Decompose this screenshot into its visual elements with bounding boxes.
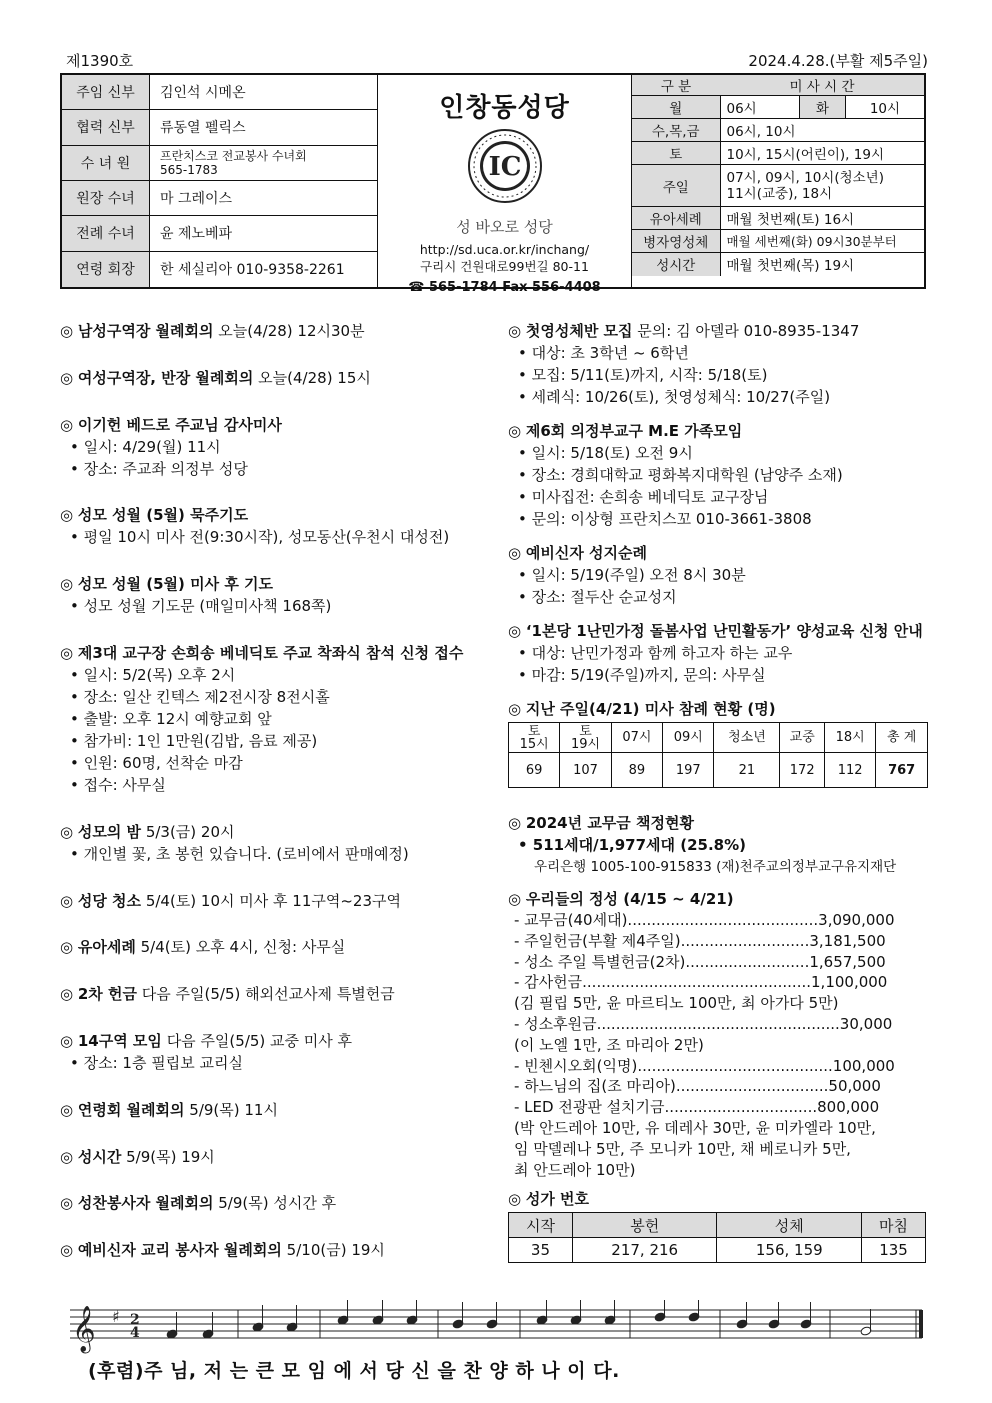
- parish-patron: 성 바오로 성당: [456, 218, 553, 236]
- notice-detail: • 미사집전: 손희송 베네딕토 교구장님: [518, 488, 769, 506]
- notice-detail: • 출발: 오후 12시 예향교회 앞: [70, 709, 272, 728]
- tithe-title-text: 2024년 교무금 책정현황: [525, 814, 694, 832]
- notice-item: [60, 1030, 490, 1074]
- notice-detail: • 접수: 사무실: [70, 775, 166, 794]
- notice-item: [508, 420, 932, 530]
- notice-title-detail: 다음 주일(5/5) 교중 미사 후: [161, 1031, 353, 1050]
- notice-item: [60, 642, 490, 796]
- staff-value: [150, 146, 377, 180]
- hymn-header: 봉헌: [572, 1213, 717, 1238]
- spacer: [508, 878, 932, 888]
- notice-detail: • 장소: 절두산 순교성지: [518, 588, 677, 606]
- hymns-section: [508, 1188, 932, 1263]
- notice-title-strong: 성시간: [77, 1147, 122, 1166]
- attendance-header: 토 15시: [509, 723, 560, 753]
- staff-label: 주임 신부: [62, 75, 150, 109]
- hymn-header: 마침: [862, 1213, 926, 1238]
- offering-line: - 성소후원금...................................................30,000: [514, 1014, 893, 1033]
- notice-detail: • 일시: 5/19(주일) 오전 8시 30분: [518, 566, 746, 584]
- notice-title: ◎ 제3대 교구장 손희송 베네딕토 주교 착좌식 참석 신청 접수: [60, 643, 464, 662]
- spacer: [508, 608, 932, 620]
- announcements-left: [60, 320, 490, 1286]
- staff-value-line: 565-1783: [160, 162, 218, 177]
- staff-label: 협력 신부: [62, 110, 150, 144]
- treble-clef-icon: 𝄞: [72, 1306, 96, 1352]
- parish-info: [378, 75, 631, 295]
- time-sig-top: 2: [130, 1312, 140, 1328]
- mass-day-label: 월: [632, 96, 720, 119]
- offering-line: - 성소 주일 특별헌금(2차)..........................1,657,500: [514, 952, 886, 971]
- notice-title-strong: 유아세례: [77, 938, 136, 957]
- notice-title: ◎ 성모 성월 (5월) 묵주기도: [60, 506, 249, 525]
- key-sharp-icon: ♯: [112, 1307, 120, 1326]
- offering-line: 임 막델레나 5만, 주 모니카 10만, 채 베로니카 5만,: [514, 1139, 851, 1158]
- offering-line: 최 안드레아 10만): [514, 1160, 636, 1179]
- notice-title-strong: 성모 성월 (5월) 묵주기도: [77, 506, 249, 525]
- notice-item: [60, 1146, 490, 1168]
- tithe-section: [508, 812, 932, 878]
- notice-title-strong: 14구역 모임: [77, 1031, 162, 1050]
- notice-detail: • 참가비: 1인 1만원(김밥, 음료 제공): [70, 731, 318, 750]
- notice-title: ◎ 첫영성체반 모집 문의: 김 아델라 010-8935-1347: [508, 322, 860, 340]
- offering-line: - 빈첸시오회(익명).........................................100,000: [514, 1056, 895, 1075]
- attendance-title-text: 지난 주일(4/21) 미사 참례 현황 (명): [525, 700, 776, 718]
- tithe-account: 우리은행 1005-100-915833 (재)천주교의정부교구유지재단: [534, 859, 897, 875]
- notice-detail: • 장소: 일산 킨텍스 제2전시장 8전시홀: [70, 687, 330, 706]
- mass-day-label: 화: [799, 96, 845, 119]
- staff-label: 전례 수녀: [62, 216, 150, 250]
- mass-time-line: 07시, 09시, 10시(청소년): [726, 169, 884, 186]
- notice-title-detail: 5/4(토) 10시 미사 후 11구역~23구역: [141, 891, 401, 910]
- attendance-count: 69: [509, 753, 560, 788]
- notice-title-strong: 제6회 의정부교구 M.E 가족모임: [525, 422, 743, 440]
- offering-line: - 주일헌금(부활 제4주일)...........................3,181,500: [514, 931, 886, 950]
- notice-title-detail: 5/10(금) 19시: [281, 1241, 385, 1260]
- hymn-number: 217, 216: [572, 1238, 717, 1263]
- notice-title: ◎ 남성구역장 월례회의 오늘(4/28) 12시30분: [60, 322, 365, 340]
- notice-title-strong: 성찬봉사자 월례회의: [77, 1194, 214, 1213]
- notice-title-strong: 예비신자 성지순례: [525, 544, 648, 562]
- spacer: [60, 548, 490, 573]
- mass-time: 06시, 10시: [720, 119, 924, 142]
- offering-line: - 하느님의 집(조 마리아)................................50,000: [514, 1077, 881, 1096]
- notice-title: ◎ 2차 헌금 다음 주일(5/5) 해외선교사제 특별헌금: [60, 985, 395, 1004]
- spacer: [60, 480, 490, 505]
- spacer: [60, 389, 490, 414]
- notice-title-detail: 다음 주일(5/5) 해외선교사제 특별헌금: [137, 985, 395, 1004]
- mass-time: 매월 첫번째(목) 19시: [726, 258, 855, 275]
- mass-day-label: 성시간: [632, 253, 720, 276]
- notice-title: ◎ 14구역 모임 다음 주일(5/5) 교중 미사 후: [60, 1031, 353, 1050]
- mass-time-line: 11시(교중), 18시: [726, 185, 833, 202]
- notice-title: ◎ 유아세례 5/4(토) 오후 4시, 신청: 사무실: [60, 938, 346, 957]
- notice-item: [60, 573, 490, 617]
- notice-detail: • 성모 성월 기도문 (매일미사책 168쪽): [70, 597, 332, 616]
- hymn-header: 시작: [509, 1213, 573, 1238]
- notice-title: ◎ 여성구역장, 반장 월례회의 오늘(4/28) 15시: [60, 368, 371, 387]
- offerings-list: [508, 910, 932, 1180]
- notice-title-strong: 남성구역장 월례회의: [77, 322, 214, 340]
- offering-line: - LED 전광판 설치기금................................800,000: [514, 1098, 880, 1117]
- attendance-header: 09시: [663, 723, 714, 753]
- logo-monogram: IC: [488, 152, 521, 182]
- notice-detail: • 일시: 5/2(목) 오후 2시: [70, 665, 236, 684]
- attendance-count: 89: [611, 753, 662, 788]
- spacer: [60, 796, 490, 821]
- notice-title: ◎ 제6회 의정부교구 M.E 가족모임: [508, 422, 743, 440]
- attendance-header: 토 19시: [560, 723, 611, 753]
- parish-phone: ☎ 565-1784 Fax 556-4408: [408, 280, 601, 295]
- notice-title-detail: 5/9(목) 19시: [121, 1147, 215, 1166]
- offering-line: (이 노엘 1만, 조 마리아 2만): [514, 1035, 704, 1054]
- notice-title-detail: 오늘(4/28) 12시30분: [213, 322, 365, 340]
- offering-line: (김 필립 5만, 윤 마르티노 100만, 최 아가다 5만): [514, 994, 839, 1013]
- spacer: [60, 342, 490, 367]
- notice-item: [60, 367, 490, 389]
- mass-time: 매월 세번째(화) 09시30분부터: [720, 230, 924, 253]
- notice-detail: • 일시: 5/18(토) 오전 9시: [518, 444, 693, 462]
- attendance-header: 07시: [611, 723, 662, 753]
- parish-url[interactable]: http://sd.uca.or.kr/inchang/: [419, 242, 590, 257]
- notice-item: [60, 1192, 490, 1214]
- notice-detail: • 장소: 주교좌 의정부 성당: [70, 459, 248, 478]
- hymns-title: ◎ 성가 번호: [508, 1190, 590, 1209]
- notice-title-strong: 2차 헌금: [77, 985, 137, 1004]
- staff-value-line: 프란치스코 전교봉사 수녀회: [160, 148, 307, 163]
- notice-title-strong: 예비신자 교리 봉사자 월례회의: [77, 1241, 282, 1260]
- notice-detail: • 대상: 초 3학년 ~ 6학년: [518, 344, 689, 362]
- spacer: [60, 1121, 490, 1146]
- notice-title: ◎ 성시간 5/9(목) 19시: [60, 1147, 215, 1166]
- notice-item: [60, 504, 490, 548]
- notice-item: [60, 983, 490, 1005]
- notice-title: ◎ 예비신자 성지순례: [508, 544, 648, 562]
- spacer: [508, 408, 932, 420]
- mass-day-label: 주일: [632, 165, 720, 207]
- notice-item: [508, 320, 932, 408]
- notice-detail: • 세례식: 10/26(토), 첫영성체식: 10/27(주일): [518, 388, 831, 406]
- attendance-count: 197: [663, 753, 714, 788]
- tithe-line: • 511세대/1,977세대 (25.8%): [518, 836, 746, 854]
- notice-item: [60, 1239, 490, 1261]
- hymn-number: 135: [862, 1238, 926, 1263]
- staff-value: 마 그레이스: [160, 191, 233, 208]
- notice-item: [60, 1099, 490, 1121]
- spacer: [60, 1261, 490, 1286]
- notice-title-strong: 연령회 월례회의: [77, 1100, 185, 1119]
- attendance-title: ◎ 지난 주일(4/21) 미사 참례 현황 (명): [508, 700, 776, 718]
- spacer: [508, 1180, 932, 1188]
- notice-title-strong: 성모 성월 (5월) 미사 후 기도: [77, 575, 274, 594]
- offerings-title: ◎ 우리들의 정성 (4/15 ~ 4/21): [508, 890, 734, 908]
- spacer: [508, 530, 932, 542]
- notice-title-detail: 5/9(목) 11시: [184, 1100, 278, 1119]
- hymn-number: 35: [509, 1238, 573, 1263]
- hymns-title-text: 성가 번호: [525, 1190, 590, 1209]
- notice-detail: • 모집: 5/11(토)까지, 시작: 5/18(토): [518, 366, 768, 384]
- notice-title: ◎ 성모 성월 (5월) 미사 후 기도: [60, 575, 274, 594]
- hymns-table: [508, 1212, 926, 1263]
- notice-title: ◎ 연령회 월례회의 5/9(목) 11시: [60, 1100, 278, 1119]
- attendance-table: [508, 722, 928, 788]
- mass-day-label: 유아세례: [632, 207, 720, 230]
- attendance-header: 총 계: [876, 723, 928, 753]
- notice-detail: • 마감: 5/19(주일)까지, 문의: 사무실: [518, 666, 766, 684]
- staff-value: 한 세실리아 010-9358-2261: [160, 262, 345, 279]
- offerings-section: [508, 888, 932, 1180]
- notice-title-detail: 문의: 김 아델라 010-8935-1347: [632, 322, 860, 340]
- parish-address: 구리시 건원대로99번길 80-11: [420, 259, 589, 274]
- attendance-section: [508, 698, 932, 788]
- notice-detail: • 장소: 1층 필립보 교리실: [70, 1053, 243, 1072]
- bulletin-header: [60, 73, 926, 295]
- mass-header-time: 미 사 시 간: [720, 75, 924, 96]
- parish-name: 인창동성당: [439, 93, 570, 123]
- mass-time: [720, 165, 924, 207]
- spacer: [508, 788, 932, 812]
- notice-title-strong: ‘1본당 1난민가정 돌봄사업 난민활동가’ 양성교육 신청 안내: [525, 622, 923, 640]
- issue-date: 2024.4.28.(부활 제5주일): [748, 52, 928, 70]
- attendance-count: 21: [714, 753, 780, 788]
- issue-line: [62, 50, 928, 72]
- spacer: [60, 865, 490, 890]
- staff-label: 원장 수녀: [62, 181, 150, 215]
- mass-schedule: [631, 75, 924, 287]
- tithe-title: ◎ 2024년 교무금 책정현황: [508, 814, 694, 832]
- spacer: [60, 1214, 490, 1239]
- announcements-right: [508, 320, 932, 1263]
- notice-title-detail: 5/4(토) 오후 4시, 신청: 사무실: [135, 938, 346, 957]
- spacer: [508, 686, 932, 698]
- mass-time: 10시, 15시(어린이), 19시: [720, 142, 924, 165]
- notice-detail: • 대상: 난민가정과 함께 하고자 하는 교우: [518, 644, 793, 662]
- hymn-header: 성체: [717, 1213, 862, 1238]
- notice-title-detail: 5/9(목) 성시간 후: [213, 1194, 337, 1213]
- notice-title-strong: 이기헌 베드로 주교님 감사미사: [77, 415, 282, 434]
- offerings-title-text: 우리들의 정성 (4/15 ~ 4/21): [525, 890, 734, 908]
- mass-time: 06시: [720, 96, 799, 119]
- mass-day-label: 수,목,금: [632, 119, 720, 142]
- spacer: [60, 958, 490, 983]
- notice-item: [60, 414, 490, 480]
- staff-label: 연령 회장: [62, 252, 150, 287]
- spacer: [60, 1168, 490, 1193]
- notice-title: ◎ 성찬봉사자 월례회의 5/9(목) 성시간 후: [60, 1194, 337, 1213]
- attendance-count: 172: [780, 753, 825, 788]
- staff-value: 류동열 펠릭스: [160, 120, 246, 137]
- hymn-number: 156, 159: [717, 1238, 862, 1263]
- offering-line: - 교무금(40세대)........................................3,090,000: [514, 911, 895, 929]
- notice-item: [508, 620, 932, 686]
- spacer: [60, 617, 490, 642]
- attendance-count: 107: [560, 753, 611, 788]
- notice-title-detail: 오늘(4/28) 15시: [253, 368, 371, 387]
- notice-title-strong: 성당 청소: [77, 891, 142, 910]
- notice-detail: • 문의: 이상형 프란치스꼬 010-3661-3808: [518, 510, 812, 528]
- notice-title-strong: 제3대 교구장 손희송 베네딕토 주교 착좌식 참석 신청 접수: [77, 643, 464, 662]
- attendance-header: 교중: [780, 723, 825, 753]
- spacer: [60, 1005, 490, 1030]
- mass-day-label: 토: [632, 142, 720, 165]
- staff-value: 김인석 시메온: [160, 85, 246, 102]
- offering-line: - 감사헌금................................................1,100,000: [514, 973, 888, 992]
- notice-title-strong: 성모의 밤: [77, 822, 142, 841]
- staff-table: [62, 75, 378, 287]
- notice-detail: • 평일 10시 미사 전(9:30시작), 성모동산(우천시 대성전): [70, 528, 450, 547]
- notice-detail: • 개인별 꽃, 초 봉헌 있습니다. (로비에서 판매예정): [70, 844, 409, 863]
- notice-item: [508, 542, 932, 608]
- spacer: [60, 912, 490, 937]
- attendance-count: 767: [876, 753, 928, 788]
- notice-title-strong: 여성구역장, 반장 월례회의: [77, 368, 254, 387]
- refrain-lyrics: (후렴)주 님, 저 는 큰 모 임 에 서 당 신 을 찬 양 하 나 이 다.: [88, 1360, 620, 1382]
- attendance-count: 112: [824, 753, 875, 788]
- spacer: [60, 1074, 490, 1099]
- mass-day-label: 병자영성체: [632, 230, 720, 253]
- notice-title-strong: 첫영성체반 모집: [525, 322, 633, 340]
- notice-item: [60, 821, 490, 865]
- time-sig-bottom: 4: [130, 1325, 140, 1341]
- notice-detail: • 인원: 60명, 선착순 마감: [70, 753, 243, 772]
- refrain-notes: [166, 1300, 872, 1339]
- notice-title: ◎ 성모의 밤 5/3(금) 20시: [60, 822, 235, 841]
- attendance-header: 18시: [824, 723, 875, 753]
- notice-detail: • 장소: 경희대학교 평화복지대학원 (남양주 소재): [518, 466, 843, 484]
- staff-value: 윤 제노베파: [160, 226, 233, 243]
- mass-time: 매월 첫번째(토) 16시: [720, 207, 924, 230]
- notice-detail: • 일시: 4/29(월) 11시: [70, 437, 221, 456]
- right-notices: [508, 320, 932, 698]
- attendance-header: 청소년: [714, 723, 780, 753]
- notice-item: [60, 936, 490, 958]
- mass-time: 10시: [845, 96, 924, 119]
- notice-title: ◎ ‘1본당 1난민가정 돌봄사업 난민활동가’ 양성교육 신청 안내: [508, 622, 923, 640]
- notice-title-detail: 5/3(금) 20시: [141, 822, 235, 841]
- notice-item: [60, 320, 490, 342]
- issue-number: 제1390호: [66, 52, 134, 70]
- mass-header-kind: 구 분: [632, 75, 720, 96]
- notice-title: ◎ 예비신자 교리 봉사자 월례회의 5/10(금) 19시: [60, 1241, 385, 1260]
- parish-logo-icon: [467, 128, 543, 204]
- offering-line: (박 안드레아 10만, 유 데레사 30만, 윤 미카엘라 10만,: [514, 1118, 876, 1137]
- notice-item: [60, 890, 490, 912]
- notice-title: ◎ 성당 청소 5/4(토) 10시 미사 후 11구역~23구역: [60, 891, 401, 910]
- notice-title: ◎ 이기헌 베드로 주교님 감사미사: [60, 415, 282, 434]
- staff-label: 수 녀 원: [62, 146, 150, 180]
